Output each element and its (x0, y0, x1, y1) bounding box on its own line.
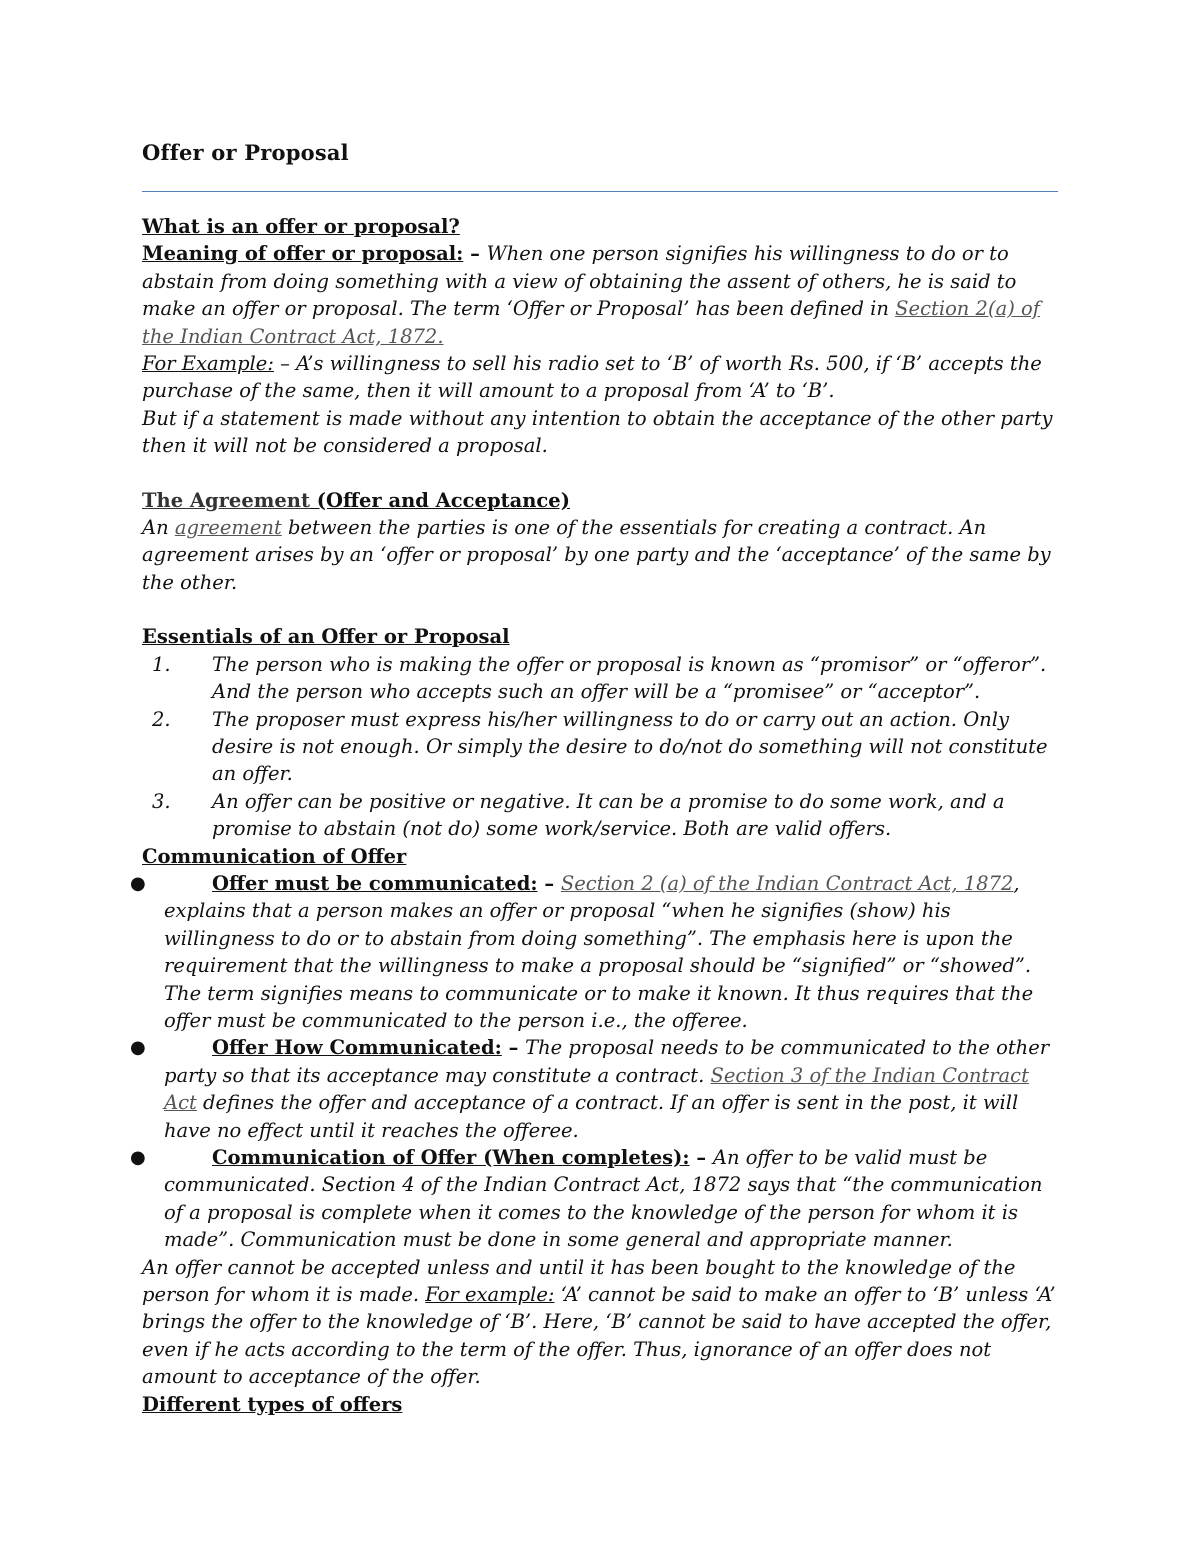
example-label-2: For example: (425, 1283, 555, 1307)
list-item: 1. The person who is making the offer or proposal is known as “promisor” or “offeror”. And the person who accepts such an offer will be a “promisee” or “acceptor”. (152, 652, 1047, 704)
list-item: 2. The proposer must express his/her willingness to do or carry out an action. Only desire is not enough. Or simply the desire to do/not do something will not constitute an offer. (152, 707, 1048, 786)
document-body (130, 213, 1062, 1418)
list-item: ● Offer How Communicated: – The proposal needs to be communicated to the other party so that its acceptance may constitute a contract. Section 3 of the Indian Contract Act defines the offer and acceptance of a contract. If an offer is sent in the post, it will have no effect until it reaches the offeree. (130, 1036, 1050, 1142)
section-2a-link-2[interactable]: Section 2 (a) of the Indian Contract Act, 1872 (560, 871, 1014, 895)
bullet-icon: ● (130, 1037, 146, 1059)
list-item: ● Offer must be communicated: – Section 2 (a) of the Indian Contract Act, 1872, explains that a person makes an offer or proposal “when he signifies (show) his willingness to do or to abstain from doing something”. The emphasis here is upon the requirement that the willingness to make a proposal should be “signified” or “showed”. The term signifies means to communicate or to make it known. It thus requires that the offer must be communicated to the person i.e., the offeree. (130, 871, 1034, 1032)
heading-types-of-offers: Different types of offers (142, 1392, 403, 1416)
but-paragraph: But if a statement is made without any intention to obtain the acceptance of the other party then it will not be considered a proposal. (142, 406, 1053, 458)
heading-communication: Communication of Offer (142, 844, 407, 868)
meaning-label: Meaning of offer or proposal: (142, 242, 464, 266)
example-paragraph: For Example: – A’s willingness to sell his radio set to ‘B’ of worth Rs. 500, if ‘B’ accepts the purchase of the same, then it will amount to a proposal from ‘A’ to ‘B’. (142, 352, 1042, 403)
section-2a-link[interactable]: Section 2(a) of the Indian Contract Act, 1872. (142, 297, 1040, 348)
list-item: ● Communication of Offer (When completes): – An offer to be valid must be communicated. Section 4 of the Indian Contract Act, 1872 says that “the communication of a proposal is complete when it comes to the knowledge of the person for whom it is made”. Communication must be done in some general and appropriate manner. (130, 1146, 1043, 1252)
agreement-heading-link[interactable]: The Agreement (142, 488, 310, 512)
heading-what-is-offer: What is an offer or proposal? (142, 215, 460, 238)
ignorance-paragraph: An offer cannot be accepted unless and until it has been bought to the knowledge of the person for whom it is made. For example: ‘A’ cannot be said to make an offer to ‘B’ unless ‘A’ brings the offer to the knowledge of ‘B’. Here, ‘B’ cannot be said to have accepted the offer, even if he acts according to the term of the offer. Thus, ignorance of an offer does not amount to acceptance of the offer. (142, 1255, 1056, 1389)
bullet-label: Communication of Offer (When completes): (212, 1146, 690, 1169)
section-3-link[interactable]: Section 3 of the Indian Contract Act (164, 1063, 1029, 1115)
communication-list (130, 870, 1062, 1254)
bullet-label: Offer How Communicated: (212, 1036, 502, 1060)
essentials-list (142, 651, 1062, 843)
bullet-icon: ● (130, 1147, 146, 1168)
list-item: 3. An offer can be positive or negative. It can be a promise to do some work, and a promise to abstain (not do) some work/service. Both are valid offers. (152, 789, 1005, 841)
bullet-label: Offer must be communicated: (212, 871, 538, 895)
meaning-paragraph: Meaning of offer or proposal: – When one person signifies his willingness to do or to abstain from doing something with a view of obtaining the assent of others, he is said to make an offer or proposal. The term ‘Offer or Proposal’ has been defined in Section 2(a) of the Indian Contract Act, 1872. (142, 242, 1040, 348)
bullet-icon: ● (130, 872, 146, 894)
agreement-link[interactable]: agreement (174, 516, 282, 540)
agreement-paragraph: An agreement between the parties is one of the essentials for creating a contract. An agreement arises by an ‘offer or proposal’ by one party and the ‘acceptance’ of the same by the other. (142, 516, 1051, 594)
heading-agreement: The Agreement (Offer and Acceptance) (142, 488, 570, 512)
example-label: For Example: (142, 352, 274, 376)
title-divider (142, 191, 1058, 192)
page-title: Offer or Proposal (142, 140, 349, 165)
heading-essentials: Essentials of an Offer or Proposal (142, 625, 510, 649)
